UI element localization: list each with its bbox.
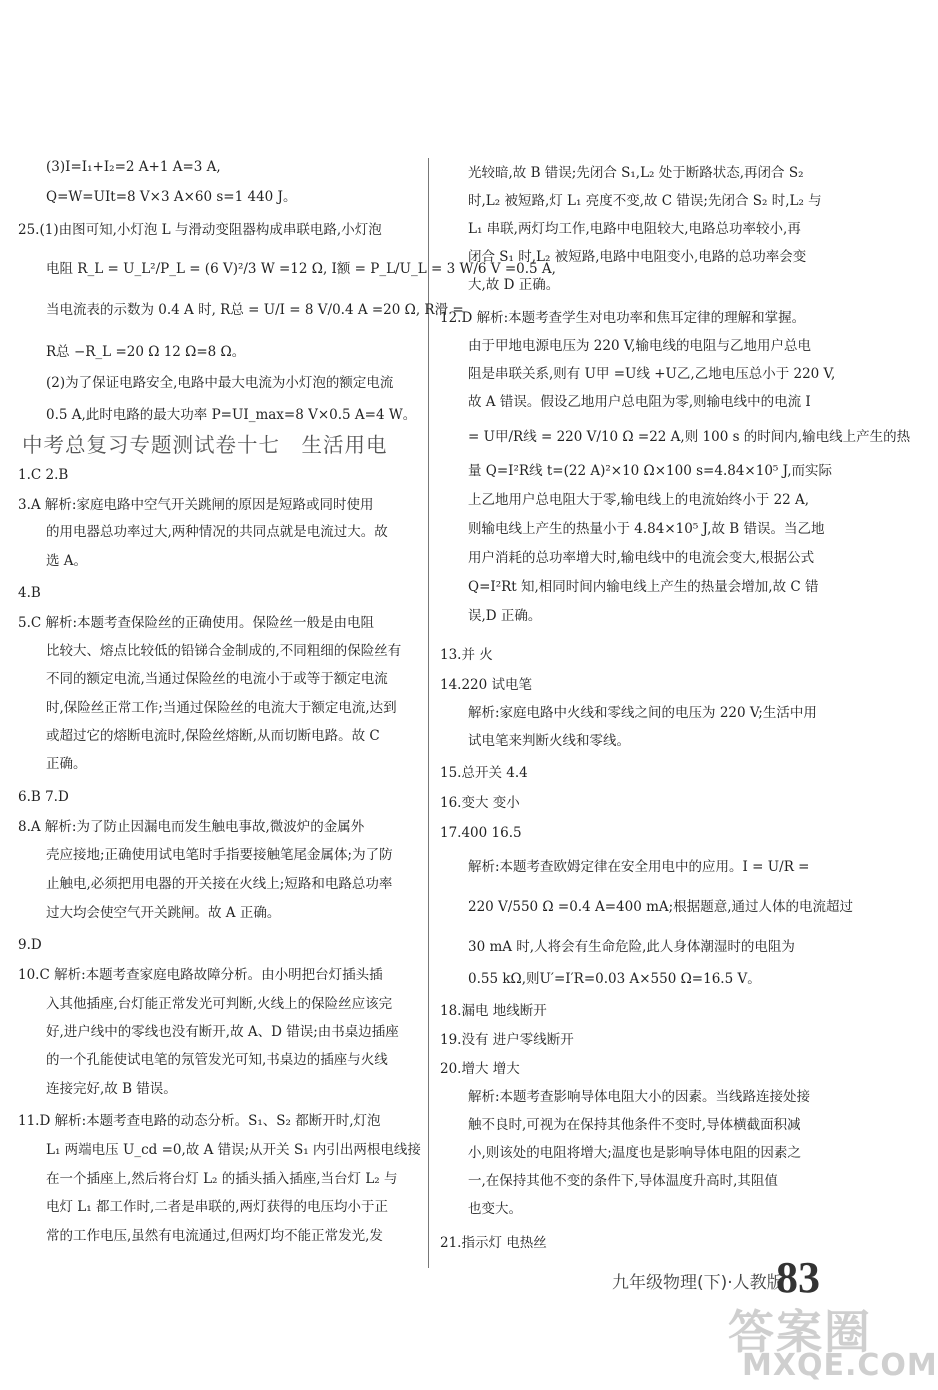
answer-line: (3)I=I₁+I₂=2 A+1 A=3 A, bbox=[46, 159, 221, 175]
answer-line: 不同的额定电流,当通过保险丝的电流小于或等于额定电流 bbox=[46, 671, 388, 687]
answer-line: 比较大、熔点比较低的铅锑合金制成的,不同粗细的保险丝有 bbox=[46, 643, 402, 659]
answer-line: 电灯 L₁ 都工作时,二者是串联的,两灯获得的电压均小于正 bbox=[46, 1199, 389, 1215]
answer-line: 的用电器总功率过大,两种情况的共同点就是电流过大。故 bbox=[46, 524, 388, 540]
answer-line: 上乙地用户总电阻大于零,输电线上的电流始终小于 22 A, bbox=[468, 492, 810, 508]
answer-line: 光较暗,故 B 错误;先闭合 S₁,L₂ 处于断路状态,再闭合 S₂ bbox=[468, 165, 804, 181]
answer-line: (2)为了保证电路安全,电路中最大电流为小灯泡的额定电流 bbox=[46, 375, 394, 391]
watermark-logo: 答案圈 bbox=[728, 1305, 872, 1359]
answer-line: 6.B 7.D bbox=[18, 789, 69, 805]
answer-line: 解析:本题考查影响导体电阻大小的因素。当线路连接处接 bbox=[468, 1089, 811, 1105]
answer-line: 则输电线上产生的热量小于 4.84×10⁵ J,故 B 错误。当乙地 bbox=[468, 521, 825, 537]
answer-line: 触不良时,可视为在保持其他条件不变时,导体横截面积减 bbox=[468, 1117, 801, 1133]
answer-line: 闭合 S₁ 时,L₂ 被短路,电路中电阻变小,电路的总功率会变 bbox=[468, 249, 807, 265]
answer-line: 误,D 正确。 bbox=[468, 608, 542, 624]
answer-line: 或超过它的熔断电流时,保险丝熔断,从而切断电路。故 C bbox=[46, 728, 380, 744]
answer-line: 阻是串联关系,则有 U甲 =U线 +U乙,乙地电压总小于 220 V, bbox=[468, 366, 836, 382]
answer-line: 12.D 解析:本题考查学生对电功率和焦耳定律的理解和掌握。 bbox=[440, 310, 806, 326]
answer-line: 18.漏电 地线断开 bbox=[440, 1003, 547, 1019]
answer-line: 的一个孔能使试电笔的氖管发光可知,书桌边的插座与火线 bbox=[46, 1052, 388, 1068]
answer-line: 电阻 R_L = U_L²/P_L = (6 V)²/3 W =12 Ω, I额 = P_L/U_L = 3 W/6 V =0.5 A, bbox=[46, 261, 556, 277]
answer-line: 连接完好,故 B 错误。 bbox=[46, 1081, 177, 1097]
answer-line: 25.(1)由图可知,小灯泡 L 与滑动变阻器构成串联电路,小灯泡 bbox=[18, 222, 382, 238]
answer-line: 19.没有 进户零线断开 bbox=[440, 1032, 574, 1048]
answer-line: 入其他插座,台灯能正常发光可判断,火线上的保险丝应该完 bbox=[46, 996, 393, 1012]
answer-line: 13.并 火 bbox=[440, 647, 493, 663]
answer-line: 大,故 D 正确。 bbox=[468, 277, 560, 293]
answer-line: 试电笔来判断火线和零线。 bbox=[468, 733, 630, 749]
answer-line: 0.5 A,此时电路的最大功率 P=UI_max=8 V×0.5 A=4 W。 bbox=[46, 407, 417, 423]
answer-line: 好,进户线中的零线也没有断开,故 A、D 错误;由书桌边插座 bbox=[46, 1024, 399, 1040]
answer-line: 时,L₂ 被短路,灯 L₁ 亮度不变,故 C 错误;先闭合 S₂ 时,L₂ 与 bbox=[468, 193, 822, 209]
answer-line: 30 mA 时,人将会有生命危险,此人身体潮湿时的电阻为 bbox=[468, 939, 795, 955]
answer-line: 正确。 bbox=[46, 756, 87, 772]
answer-line: 4.B bbox=[18, 585, 41, 601]
answer-line: 过大均会使空气开关跳闸。故 A 正确。 bbox=[46, 905, 281, 921]
answer-line: 16.变大 变小 bbox=[440, 795, 520, 811]
answer-line: 220 V/550 Ω =0.4 A=400 mA;根据题意,通过人体的电流超过 bbox=[468, 899, 853, 915]
answer-line: 14.220 试电笔 bbox=[440, 677, 533, 693]
answer-line: 壳应接地;正确使用试电笔时手指要接触笔尾金属体;为了防 bbox=[46, 847, 393, 863]
answer-line: 小,则该处的电阻将增大;温度也是影响导体电阻的因素之 bbox=[468, 1145, 801, 1161]
answer-line: 一,在保持其他不变的条件下,导体温度升高时,其阻值 bbox=[468, 1173, 778, 1189]
answer-line: Q=W=UIt=8 V×3 A×60 s=1 440 J。 bbox=[46, 189, 297, 205]
answer-line: 5.C 解析:本题考查保险丝的正确使用。保险丝一般是由电阻 bbox=[18, 615, 375, 631]
column-divider bbox=[428, 158, 429, 1268]
answer-line: 0.55 kΩ,则U′=I′R=0.03 A×550 Ω=16.5 V。 bbox=[468, 971, 761, 987]
answer-line: 常的工作电压,虽然有电流通过,但两灯均不能正常发光,发 bbox=[46, 1228, 383, 1244]
answer-line: 故 A 错误。假设乙地用户总电阻为零,则输电线中的电流 I bbox=[468, 394, 811, 410]
answer-line: 17.400 16.5 bbox=[440, 825, 522, 841]
answer-line: 也变大。 bbox=[468, 1201, 522, 1217]
answer-line: 在一个插座上,然后将台灯 L₂ 的插头插入插座,当台灯 L₂ 与 bbox=[46, 1171, 398, 1187]
answer-line: L₁ 两端电压 U_cd =0,故 A 错误;从开关 S₁ 内引出两根电线接 bbox=[46, 1142, 421, 1158]
answer-line: 1.C 2.B bbox=[18, 467, 69, 483]
watermark-url: MXQE.COM bbox=[742, 1348, 938, 1383]
answer-line: 10.C 解析:本题考查家庭电路故障分析。由小明把台灯插头插 bbox=[18, 967, 383, 983]
answer-line: Q=I²Rt 知,相同时间内输电线上产生的热量会增加,故 C 错 bbox=[468, 579, 819, 595]
answer-line: 8.A 解析:为了防止因漏电而发生触电事故,微波炉的金属外 bbox=[18, 819, 365, 835]
answer-line: 解析:本题考查欧姆定律在安全用电中的应用。I = U/R = bbox=[468, 859, 810, 875]
answer-line: = U甲/R线 = 220 V/10 Ω =22 A,则 100 s 的时间内,输电线上产生的热 bbox=[468, 429, 911, 445]
answer-line: 时,保险丝正常工作;当通过保险丝的电流大于额定电流,达到 bbox=[46, 700, 397, 716]
answer-line: 解析:家庭电路中火线和零线之间的电压为 220 V;生活中用 bbox=[468, 705, 817, 721]
answer-line: 由于甲地电源电压为 220 V,输电线的电阻与乙地用户总电 bbox=[468, 338, 812, 354]
page-number: 83 bbox=[776, 1253, 820, 1302]
answer-line: 量 Q=I²R线 t=(22 A)²×10 Ω×100 s=4.84×10⁵ J,而实际 bbox=[468, 463, 833, 479]
answer-line: 15.总开关 4.4 bbox=[440, 765, 528, 781]
answer-line: 当电流表的示数为 0.4 A 时, R总 = U/I = 8 V/0.4 A =20 Ω, R滑 = bbox=[46, 302, 464, 318]
answer-line: 9.D bbox=[18, 937, 42, 953]
answer-line: 21.指示灯 电热丝 bbox=[440, 1235, 547, 1251]
answer-line: 选 A。 bbox=[46, 553, 88, 569]
answer-line: R总 −R_L =20 Ω 12 Ω=8 Ω。 bbox=[46, 344, 246, 360]
answer-line: 20.增大 增大 bbox=[440, 1061, 520, 1077]
answer-line: 3.A 解析:家庭电路中空气开关跳闸的原因是短路或同时使用 bbox=[18, 497, 374, 513]
section-title: 中考总复习专题测试卷十七 生活用电 bbox=[22, 433, 388, 457]
answer-line: 11.D 解析:本题考查电路的动态分析。S₁、S₂ 都断开时,灯泡 bbox=[18, 1113, 381, 1129]
answer-line: 用户消耗的总功率增大时,输电线中的电流会变大,根据公式 bbox=[468, 550, 815, 566]
answer-line: 止触电,必须把用电器的开关接在火线上;短路和电路总功率 bbox=[46, 876, 393, 892]
answer-line: L₁ 串联,两灯均工作,电路中电阻较大,电路总功率较小,再 bbox=[468, 221, 801, 237]
book-title: 九年级物理(下)·人教版 bbox=[612, 1273, 784, 1293]
